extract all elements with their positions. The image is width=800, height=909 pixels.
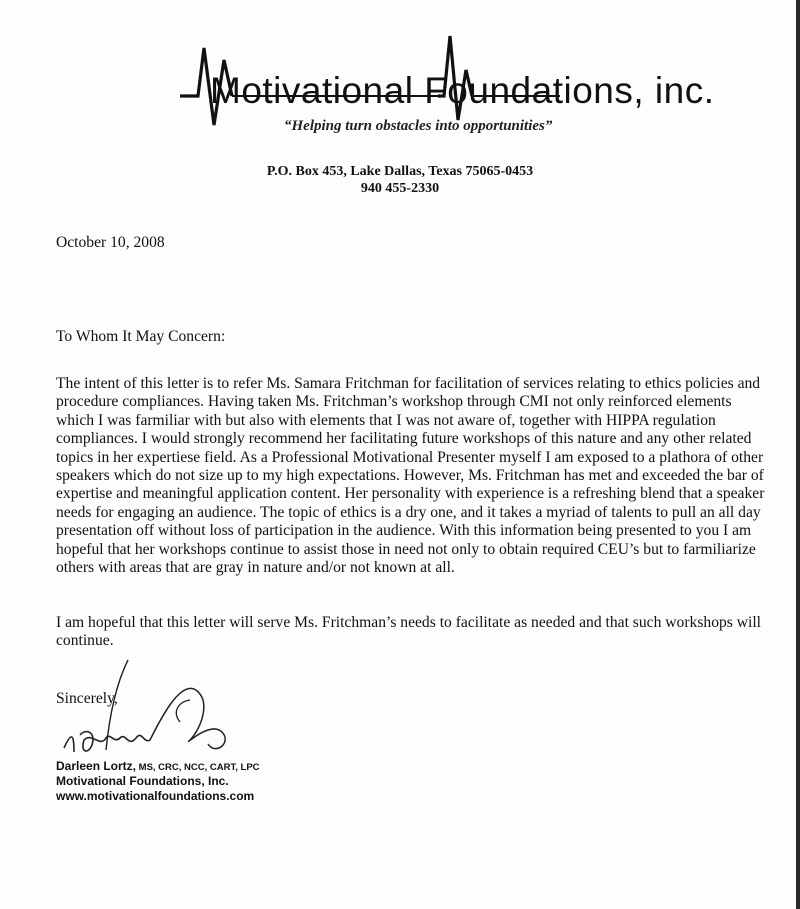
- closing: Sincerely,: [56, 690, 118, 707]
- salutation: To Whom It May Concern:: [56, 328, 226, 345]
- phone-number: 940 455-2330: [360, 181, 440, 196]
- signer-company: Motivational Foundations, Inc.: [56, 774, 229, 788]
- signer-credentials: MS, CRC, NCC, CART, LPC: [136, 762, 260, 773]
- signer-name: Darleen Lortz, MS, CRC, NCC, CART, LPC: [56, 759, 260, 773]
- logo-wordmark: Motivational Foundations, inc.: [210, 70, 715, 111]
- scan-edge: [796, 0, 800, 909]
- body-paragraph-2: I am hopeful that this letter will serve Ms. Fritchman’s needs to facilitate as needed and that such workshops will continue.: [56, 614, 762, 650]
- company-website: www.motivationalfoundations.com: [56, 789, 255, 803]
- address-line: P.O. Box 453, Lake Dallas, Texas 75065-0453: [266, 164, 534, 179]
- letter-date: October 10, 2008: [56, 234, 165, 251]
- handwritten-signature-icon: [40, 640, 240, 765]
- tagline: “Helping turn obstacles into opportunities”: [284, 118, 553, 134]
- body-paragraph-1: The intent of this letter is to refer Ms. Samara Fritchman for facilitation of services relating to ethics policies and procedure compliances. Having taken Ms. Fritchman’s workshop through CMI not only reinforced elements which I was farmiliar with but also with elements that I was not aware of, together with HIPPA regulation compliances. I would strongly recommend her facilitating future workshops of this nature and any other related topics in her expertiese field. As a Professional Motivational Presenter myself I am exposed to a plathora of other speakers which do not size up to my high expectations. However, Ms. Fritchman has met and exceeded the bar of expertise and meaningful application content. Her personality with experience is a refreshing blend that a speaker needs for engaging an audience. The topic of ethics is a dry one, and it takes a myriad of talents to pull an all day presentation off without loss of participation in the audience. With this information being presented to you I am hopeful that her workshops continue to assist those in need not only to obtain required CEU’s but to farmiliarize others with areas that are gray in nature and/or not known at all.: [56, 375, 765, 577]
